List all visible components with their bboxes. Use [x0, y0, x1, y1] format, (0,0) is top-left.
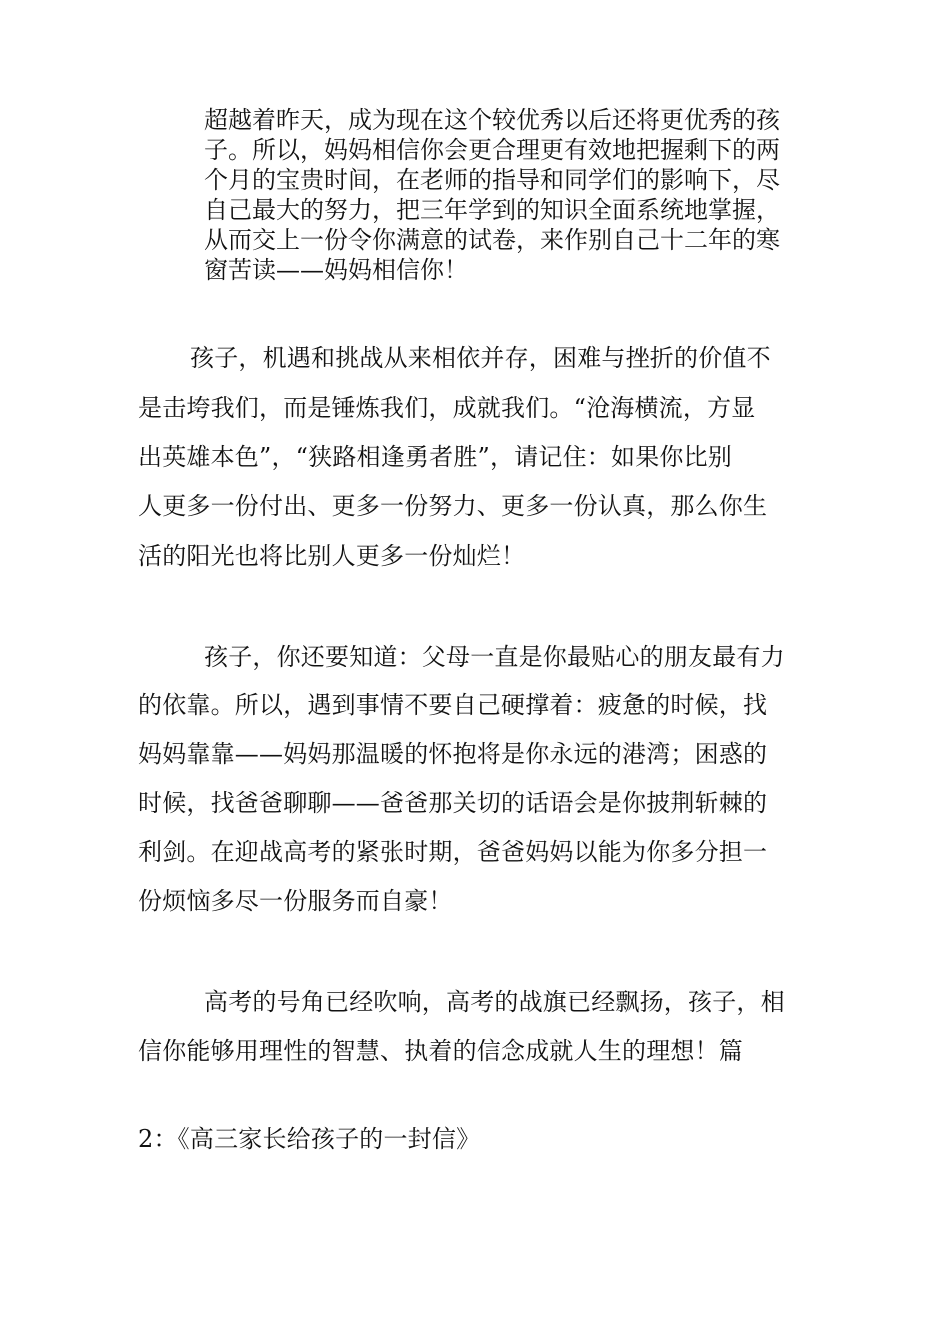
paragraph-3-line-1: 孩子，你还要知道：父母一直是你最贴心的朋友最有力 [204, 643, 785, 671]
paragraph-2-line-3: 出英雄本色”，“狭路相逢勇者胜”，请记住：如果你比别 [138, 443, 733, 471]
paragraph-1-line-4: 自己最大的努力，把三年学到的知识全面系统地掌握， [204, 196, 780, 224]
paragraph-1-line-3: 个月的宝贵时间，在老师的指导和同学们的影响下，尽 [204, 166, 780, 194]
paragraph-2-line-4: 人更多一份付出、更多一份努力、更多一份认真，那么你生 [138, 492, 768, 520]
paragraph-2-line-2: 是击垮我们，而是锤炼我们，成就我们。“沧海横流，方显 [138, 394, 756, 422]
paragraph-3-line-3: 妈妈靠靠——妈妈那温暖的怀抱将是你永远的港湾；困惑的 [138, 740, 768, 768]
paragraph-3-line-4: 时候，找爸爸聊聊——爸爸那关切的话语会是你披荆斩棘的 [138, 789, 768, 817]
paragraph-3-line-2: 的依靠。所以，遇到事情不要自己硬撑着：疲惫的时候，找 [138, 691, 768, 719]
paragraph-3-line-5: 利剑。在迎战高考的紧张时期，爸爸妈妈以能为你多分担一 [138, 838, 768, 866]
paragraph-2-line-1: 孩子，机遇和挑战从来相依并存，困难与挫折的价值不 [190, 344, 771, 372]
section-heading: 2：《高三家长给孩子的一封信》 [138, 1125, 481, 1153]
paragraph-4-line-1: 高考的号角已经吹响，高考的战旗已经飘扬，孩子，相 [204, 988, 785, 1016]
paragraph-2-line-5: 活的阳光也将比别人更多一份灿烂！ [138, 542, 526, 570]
paragraph-1-line-5: 从而交上一份令你满意的试卷，来作别自己十二年的寒 [204, 226, 780, 254]
paragraph-4-line-2: 信你能够用理性的智慧、执着的信念成就人生的理想！篇 [138, 1037, 743, 1065]
paragraph-1-line-2: 子。所以，妈妈相信你会更合理更有效地把握剩下的两 [204, 136, 780, 164]
paragraph-1-line-6: 窗苦读——妈妈相信你！ [204, 256, 468, 284]
paragraph-3-line-6: 份烦恼多尽一份服务而自豪！ [138, 887, 453, 915]
paragraph-1-line-1: 超越着昨天，成为现在这个较优秀以后还将更优秀的孩 [204, 106, 780, 134]
